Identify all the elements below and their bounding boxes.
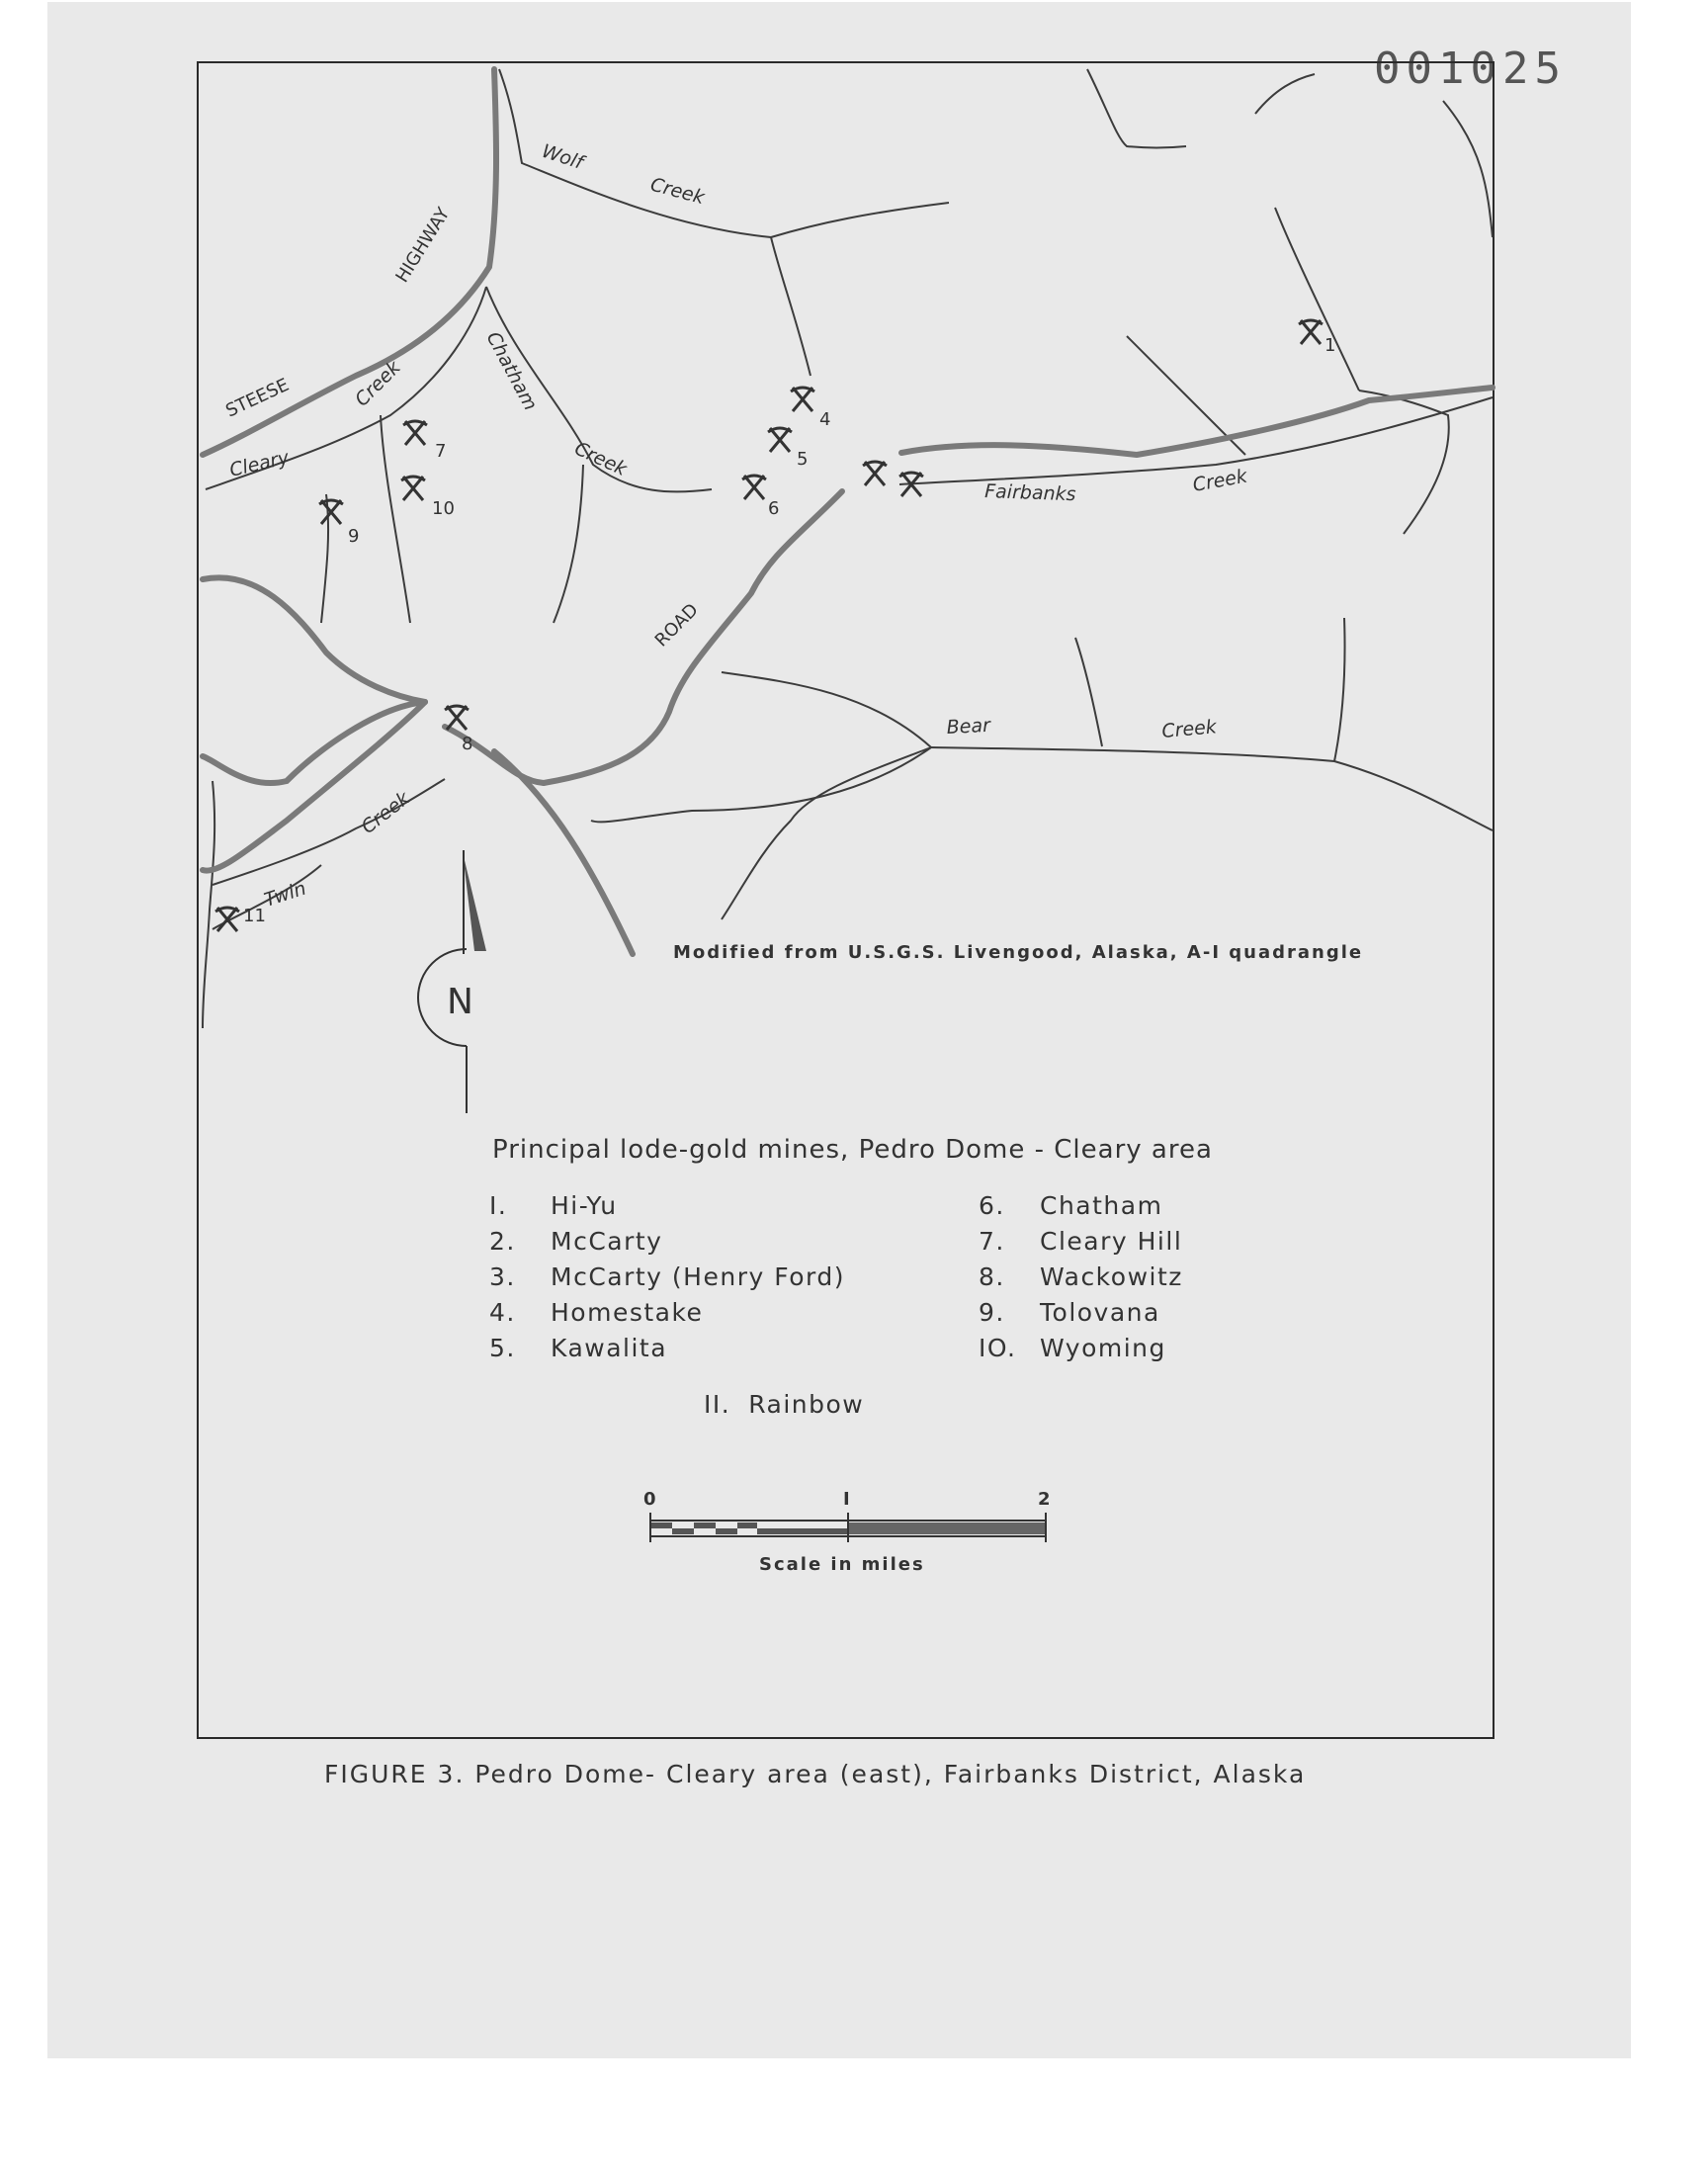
label-highway: HIGHWAY (391, 204, 455, 287)
map-source-note: Modified from U.S.G.S. Livengood, Alaska, A-I quadrangle (673, 942, 1364, 963)
legend-num: 4. (489, 1298, 516, 1327)
legend-num: IO. (979, 1334, 1017, 1362)
label-cleary: Cleary (227, 446, 292, 481)
mine-number-11: 11 (243, 906, 266, 926)
label-wolf: Wolf (539, 139, 586, 174)
mine-symbol-8 (445, 706, 469, 730)
label-bear: Bear (946, 714, 991, 739)
scale-tick-1: I (843, 1489, 852, 1510)
legend-item (979, 1298, 1183, 1334)
label-wolf-creek: Creek (647, 173, 707, 210)
legend-item (489, 1227, 845, 1262)
legend-name: Wyoming (1040, 1334, 1166, 1362)
mine-symbol-4 (791, 388, 814, 411)
legend-item (489, 1191, 845, 1227)
legend-item (489, 1298, 845, 1334)
creek-lines (203, 69, 1493, 1028)
legend-num: 9. (979, 1298, 1005, 1327)
figure-caption: FIGURE 3. Pedro Dome- Cleary area (east), Fairbanks District, Alaska (324, 1760, 1307, 1788)
legend-item (489, 1262, 845, 1298)
mine-number-1: 1 (1324, 335, 1336, 356)
legend-name: Hi-Yu (551, 1191, 618, 1220)
legend-item (979, 1334, 1183, 1369)
mine-number-4: 4 (819, 409, 831, 430)
legend-name: Chatham (1040, 1191, 1163, 1220)
legend-item (979, 1227, 1183, 1262)
mine-number-8: 8 (462, 734, 473, 754)
north-label: N (447, 982, 473, 1022)
scale-bar (650, 1513, 1046, 1542)
legend-num: II. (704, 1390, 731, 1419)
legend-right-column (979, 1191, 1183, 1369)
legend-num: 8. (979, 1262, 1005, 1291)
legend-name: Tolovana (1040, 1298, 1160, 1327)
legend-title: Principal lode-gold mines, Pedro Dome - Cleary area (492, 1135, 1213, 1165)
label-twin: Twin (261, 877, 309, 912)
scale-label: Scale in miles (759, 1554, 925, 1575)
label-chatham: Chatham (481, 328, 542, 414)
label-fairbanks-creek: Creek (1191, 465, 1249, 496)
label-cleary-creek: Creek (350, 356, 405, 411)
road-lines (203, 69, 1493, 954)
mine-number-7: 7 (435, 441, 447, 462)
mine-symbol-11 (215, 908, 239, 931)
mine-symbol-2 (863, 462, 887, 485)
legend-name: McCarty (551, 1227, 663, 1256)
legend-name: McCarty (Henry Ford) (551, 1262, 845, 1291)
label-bear-creek: Creek (1160, 716, 1218, 742)
mine-number-9: 9 (348, 526, 360, 547)
mine-number-10: 10 (432, 498, 455, 519)
legend-name: Cleary Hill (1040, 1227, 1183, 1256)
legend-item (979, 1262, 1183, 1298)
mine-symbol-9 (319, 500, 343, 524)
mine-number-6: 6 (768, 498, 780, 519)
label-steese: STEESE (222, 374, 293, 422)
north-arrow (418, 850, 486, 1113)
mine-symbol-1 (1299, 320, 1323, 344)
legend-left-column (489, 1191, 845, 1369)
legend-num: 7. (979, 1227, 1005, 1256)
legend-name: Homestake (551, 1298, 704, 1327)
mine-symbol-7 (403, 421, 427, 445)
legend-num: 2. (489, 1227, 516, 1256)
legend-num: I. (489, 1191, 508, 1220)
label-twin-creek: Creek (357, 787, 414, 838)
legend-name: Rainbow (748, 1390, 865, 1419)
scale-tick-2: 2 (1038, 1489, 1053, 1510)
mine-symbols (215, 320, 1323, 931)
scale-tick-0: 0 (643, 1489, 658, 1510)
legend-item (979, 1191, 1183, 1227)
legend-num: 6. (979, 1191, 1005, 1220)
legend-name: Kawalita (551, 1334, 668, 1362)
legend-num: 5. (489, 1334, 516, 1362)
legend-num: 3. (489, 1262, 516, 1291)
label-chatham-creek: Creek (570, 437, 631, 480)
mine-symbol-10 (401, 477, 425, 500)
legend-name: Wackowitz (1040, 1262, 1183, 1291)
mine-symbol-6 (742, 476, 766, 499)
mine-symbol-5 (768, 428, 792, 452)
document-id-stamp: 001025 (1374, 44, 1567, 94)
legend-item-rainbow (704, 1390, 864, 1419)
legend-item (489, 1334, 845, 1369)
label-road: ROAD (650, 599, 703, 652)
mine-number-5: 5 (797, 449, 809, 470)
label-fairbanks: Fairbanks (983, 480, 1076, 506)
